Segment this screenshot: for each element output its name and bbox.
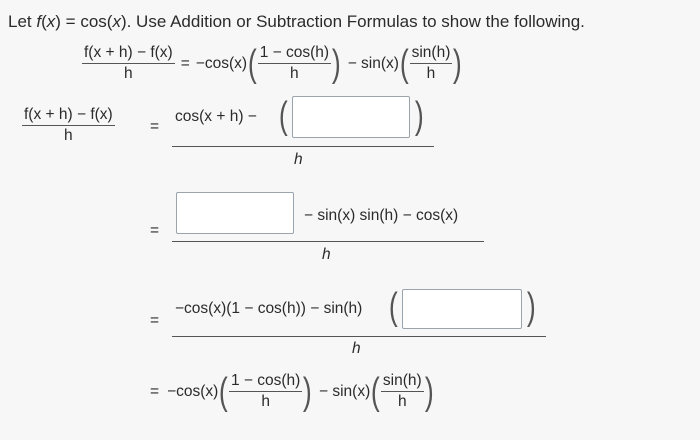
- step3-numerator-text: −cos(x)(1 − cos(h)) − sin(h): [175, 300, 363, 317]
- left-paren: (: [399, 42, 409, 85]
- final-equals: =: [150, 382, 160, 400]
- right-paren: ): [303, 370, 313, 413]
- step1-lhs-numerator: f(x + h) − f(x): [22, 106, 115, 126]
- step2-fraction-bar: [172, 241, 484, 242]
- prompt-eq: = cos(: [60, 12, 113, 31]
- left-paren: (: [371, 370, 380, 413]
- final-cos-term: −cos(x): [167, 382, 219, 400]
- step1-denominator: h: [294, 151, 303, 168]
- prompt-x2: x: [112, 12, 121, 31]
- step1-equals: =: [150, 118, 160, 135]
- final-frac2-numerator: sin(h): [381, 372, 424, 392]
- step1-fraction-bar: [172, 146, 434, 147]
- step1-left-paren: (: [278, 95, 288, 137]
- identity-sin-term: − sin(x): [347, 54, 399, 72]
- step2-tail-text: − sin(x) sin(h) − cos(x): [304, 207, 459, 224]
- step1-lhs-denominator: h: [64, 127, 73, 144]
- right-paren: ): [453, 42, 463, 85]
- step2-answer-box[interactable]: [176, 192, 294, 234]
- step2-equals: =: [150, 222, 160, 239]
- final-frac1-denominator: h: [261, 393, 270, 410]
- right-paren: ): [424, 370, 434, 413]
- identity-lhs-numerator: f(x + h) − f(x): [82, 44, 175, 64]
- step2-denominator: h: [322, 246, 331, 263]
- final-sin-term: − sin(x): [318, 382, 371, 400]
- step1-right-paren: ): [414, 95, 424, 137]
- final-frac2: [381, 372, 424, 411]
- prompt-x: x: [46, 12, 56, 31]
- identity-frac2-numerator: sin(h): [410, 44, 453, 64]
- step3-left-paren: (: [388, 286, 398, 328]
- problem-prompt: Let f(x) = cos(x). Use Addition or Subtraction Formulas to show the following.: [8, 12, 585, 31]
- final-row: [150, 372, 434, 411]
- identity-frac1-denominator: h: [290, 65, 299, 82]
- final-frac2-denominator: h: [397, 393, 407, 410]
- step1-numerator-text: cos(x + h) −: [175, 108, 257, 125]
- identity-row: [82, 44, 463, 83]
- left-paren: (: [219, 370, 229, 413]
- right-paren: ): [331, 42, 341, 85]
- prompt-f: f: [36, 12, 42, 31]
- step3-answer-box[interactable]: [402, 289, 522, 329]
- identity-cos-term: −cos(x): [195, 54, 248, 72]
- step1-lhs: [22, 106, 115, 145]
- step3-equals: =: [150, 312, 160, 329]
- final-frac1: [229, 372, 302, 411]
- identity-frac1: [258, 44, 331, 83]
- step3-right-paren: ): [526, 286, 536, 328]
- identity-frac1-numerator: 1 − cos(h): [258, 44, 331, 64]
- prompt-rest: ). Use Addition or Subtraction Formulas to show the following.: [120, 12, 585, 31]
- left-paren: (: [247, 42, 257, 85]
- step3-fraction-bar: [172, 336, 546, 337]
- identity-frac2: [410, 44, 453, 83]
- identity-lhs-denominator: h: [124, 65, 133, 82]
- prompt-lead: Let: [8, 12, 32, 31]
- step1-answer-box[interactable]: [292, 96, 410, 138]
- identity-frac2-denominator: h: [426, 65, 436, 82]
- identity-lhs-fraction: [82, 44, 175, 83]
- identity-equals: =: [180, 54, 190, 72]
- final-frac1-numerator: 1 − cos(h): [229, 372, 302, 392]
- step3-denominator: h: [352, 340, 361, 357]
